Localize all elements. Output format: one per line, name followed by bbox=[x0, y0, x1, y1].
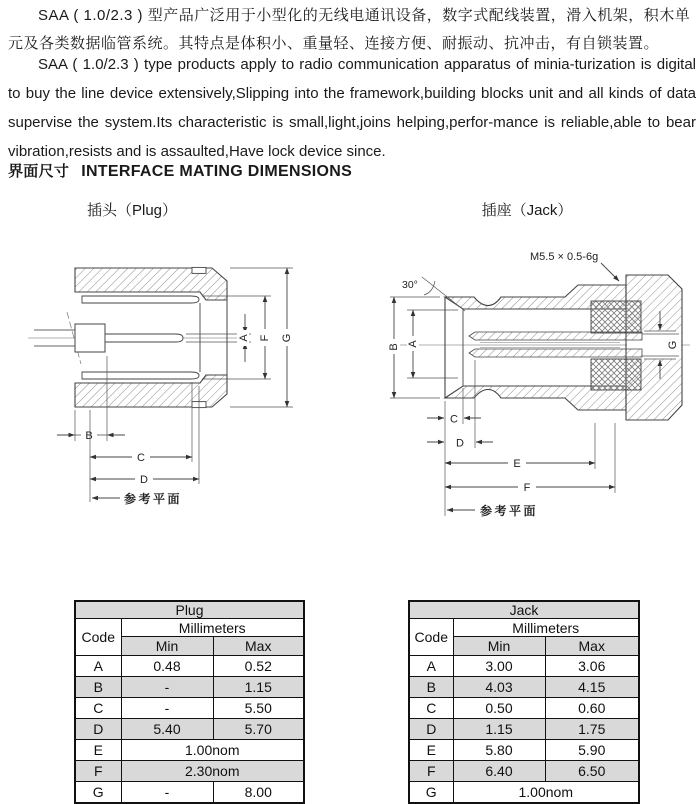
plug-caption: 插头（Plug） bbox=[86, 202, 178, 219]
table-row bbox=[409, 719, 639, 740]
row-max: 5.90 bbox=[545, 740, 639, 761]
row-code: C bbox=[409, 698, 453, 719]
row-code: F bbox=[409, 761, 453, 782]
jack-reference-plane-label: 参考平面 bbox=[480, 504, 539, 518]
row-max: 6.50 bbox=[545, 761, 639, 782]
row-min: 3.00 bbox=[453, 656, 545, 677]
row-code: G bbox=[75, 782, 121, 804]
plug-reference-plane bbox=[92, 491, 182, 506]
table-row bbox=[75, 698, 304, 719]
jack-dim-a bbox=[407, 310, 458, 378]
section-heading-cn: 界面尺寸 bbox=[8, 163, 70, 180]
row-min: - bbox=[121, 698, 213, 719]
jack-angle-callout bbox=[402, 277, 465, 311]
jack-dim-f bbox=[445, 423, 615, 494]
row-max: 0.52 bbox=[213, 656, 304, 677]
table-row bbox=[75, 656, 304, 677]
plug-dim-a-label: A bbox=[238, 334, 250, 342]
jack-col-header-min: Min bbox=[453, 637, 545, 656]
plug-col-header-min: Min bbox=[121, 637, 213, 656]
row-code: B bbox=[409, 677, 453, 698]
table-row bbox=[75, 719, 304, 740]
table-row bbox=[409, 677, 639, 698]
table-row bbox=[409, 656, 639, 677]
row-code: B bbox=[75, 677, 121, 698]
row-code: A bbox=[75, 656, 121, 677]
jack-dim-g-label: G bbox=[667, 340, 679, 350]
row-min: 5.40 bbox=[121, 719, 213, 740]
plug-table-title: Plug bbox=[75, 601, 304, 619]
plug-dim-c-label: C bbox=[137, 452, 145, 464]
row-code: E bbox=[409, 740, 453, 761]
section-heading bbox=[8, 160, 352, 181]
row-min: 1.15 bbox=[453, 719, 545, 740]
row-min: 0.50 bbox=[453, 698, 545, 719]
table-row bbox=[75, 677, 304, 698]
jack-dim-c-label: C bbox=[450, 413, 458, 426]
jack-reference-plane bbox=[447, 503, 538, 518]
table-row bbox=[75, 740, 304, 761]
table-row bbox=[75, 782, 304, 804]
table-row bbox=[409, 761, 639, 782]
plug-dim-f-label: F bbox=[259, 334, 271, 342]
jack-dim-e bbox=[445, 423, 595, 470]
row-max: 1.15 bbox=[213, 677, 304, 698]
plug-dim-g-label: G bbox=[281, 333, 293, 343]
row-code: F bbox=[75, 761, 121, 782]
row-max: 0.60 bbox=[545, 698, 639, 719]
row-min: 5.80 bbox=[453, 740, 545, 761]
row-code: E bbox=[75, 740, 121, 761]
row-min: - bbox=[121, 782, 213, 804]
row-min: - bbox=[121, 677, 213, 698]
row-code: G bbox=[409, 782, 453, 804]
jack-angle-label: 30° bbox=[402, 279, 418, 291]
row-code: A bbox=[409, 656, 453, 677]
plug-dim-d-label: D bbox=[140, 474, 148, 486]
jack-dim-d bbox=[427, 360, 493, 450]
row-max: 8.00 bbox=[213, 782, 304, 804]
table-row bbox=[409, 782, 639, 804]
jack-dim-a-label: A bbox=[407, 340, 419, 348]
jack-dim-e-label: E bbox=[513, 458, 521, 470]
jack-caption: 插座（Jack） bbox=[481, 202, 573, 219]
row-min: 6.40 bbox=[453, 761, 545, 782]
jack-thread-label: M5.5 × 0.5-6g bbox=[530, 251, 599, 263]
plug-table bbox=[74, 600, 305, 804]
table-row bbox=[75, 761, 304, 782]
row-max: 1.75 bbox=[545, 719, 639, 740]
row-min: 4.03 bbox=[453, 677, 545, 698]
row-max: 4.15 bbox=[545, 677, 639, 698]
jack-dim-b-label: B bbox=[388, 343, 400, 351]
row-code: C bbox=[75, 698, 121, 719]
jack-table-title: Jack bbox=[409, 601, 639, 619]
plug-reference-plane-label: 参考平面 bbox=[124, 492, 183, 506]
section-heading-en: INTERFACE MATING DIMENSIONS bbox=[81, 163, 353, 180]
jack-drawing bbox=[380, 235, 700, 535]
plug-col-header-code: Code bbox=[75, 619, 121, 656]
row-code: D bbox=[75, 719, 121, 740]
plug-dim-b-label: B bbox=[85, 430, 93, 442]
jack-col-header-code: Code bbox=[409, 619, 453, 656]
jack-col-header-max: Max bbox=[545, 637, 639, 656]
intro-paragraph-cn: SAA ( 1.0/2.3 ) 型产品广泛用于小型化的无线电通讯设备，数字式配线装置，滑入机架，积木单元及各类数据临管系统。其特点是体积小、重量轻、连接方便、耐振动、抗冲击，有自锁装置。 bbox=[8, 7, 691, 52]
row-code: D bbox=[409, 719, 453, 740]
jack-table bbox=[408, 600, 640, 804]
table-row bbox=[409, 740, 639, 761]
row-max: 3.06 bbox=[545, 656, 639, 677]
jack-dim-c bbox=[427, 388, 481, 516]
row-max: 5.70 bbox=[213, 719, 304, 740]
plug-drawing bbox=[20, 240, 320, 530]
plug-col-header-unit: Millimeters bbox=[121, 619, 304, 637]
row-nominal-value: 1.00nom bbox=[453, 782, 639, 804]
row-min: 0.48 bbox=[121, 656, 213, 677]
jack-col-header-unit: Millimeters bbox=[453, 619, 639, 637]
intro-paragraph-en: SAA ( 1.0/2.3 ) type products apply to radio communication apparatus of minia-turization is digital to buy the line device extensively,Slipping into the framework,building blocks unit and all kinds of data supervise the system.Its characteristic is small,light,joins helping,perfor-mance is reliable,able to bear vibration,resists and is assaulted,Have lock device since. bbox=[8, 56, 696, 160]
plug-body-cross-section bbox=[75, 267, 227, 407]
jack-dim-f-label: F bbox=[523, 482, 531, 494]
table-row bbox=[409, 698, 639, 719]
plug-dim-f bbox=[202, 296, 271, 379]
row-nominal-value: 2.30nom bbox=[121, 761, 304, 782]
plug-col-header-max: Max bbox=[213, 637, 304, 656]
jack-dim-d-label: D bbox=[456, 437, 464, 450]
row-max: 5.50 bbox=[213, 698, 304, 719]
row-nominal-value: 1.00nom bbox=[121, 740, 304, 761]
jack-thread-callout bbox=[530, 251, 619, 281]
